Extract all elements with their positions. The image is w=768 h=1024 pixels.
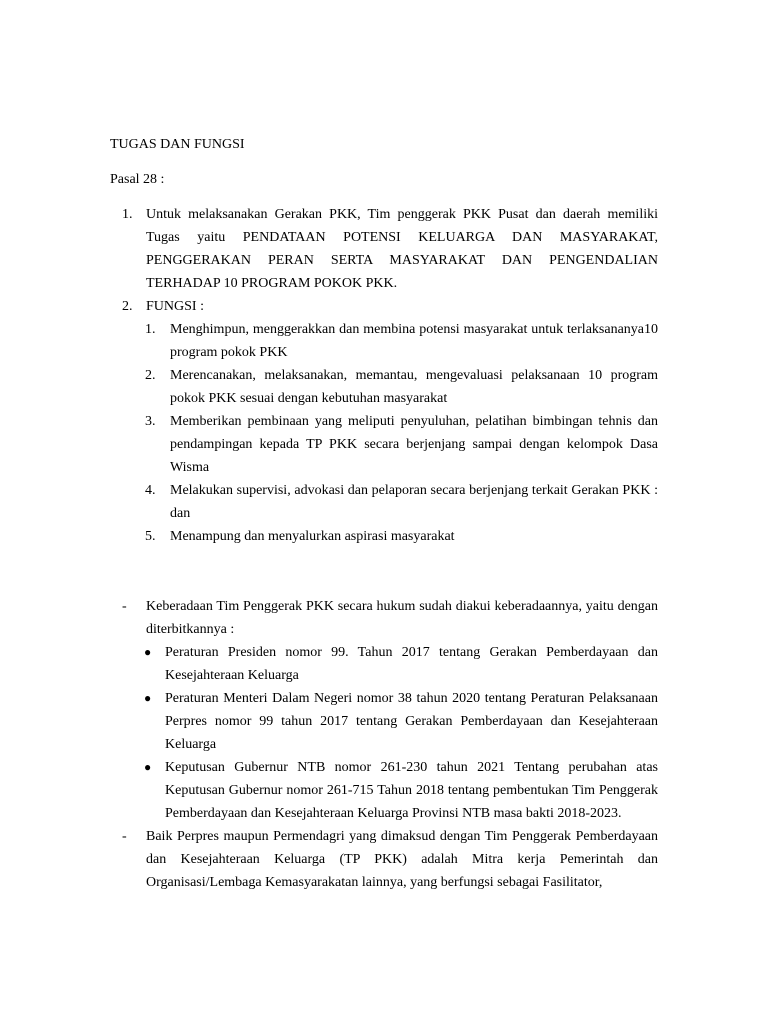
document-page: [110, 133, 658, 894]
bullet-icon: ●: [144, 760, 152, 774]
list-item-text: Menghimpun, menggerakkan dan membina potensi masyarakat untuk terlaksananya10 program pokok PKK: [170, 322, 658, 360]
document-title: TUGAS DAN FUNGSI: [110, 137, 245, 152]
article-number: Pasal 28 :: [110, 172, 165, 187]
fungsi-item-1: [110, 318, 658, 364]
list-marker: 3.: [145, 414, 156, 429]
dash-item-keberadaan: [110, 595, 658, 641]
section-spacer: [110, 548, 658, 595]
dash-marker: -: [122, 829, 127, 844]
bullet-icon: ●: [144, 691, 152, 705]
dash-marker: -: [122, 599, 127, 614]
list-marker: 1.: [145, 322, 156, 337]
list-item-text: Keberadaan Tim Penggerak PKK secara hukum sudah diakui keberadaannya, yaitu dengan diterbitkannya :: [146, 599, 658, 637]
list-item-text: Peraturan Menteri Dalam Negeri nomor 38 tahun 2020 tentang Peraturan Pelaksanaan Perpres nomor 99 tahun 2017 tentang Gerakan Pemberdayaan dan Kesejahteraan Keluarga: [165, 691, 658, 752]
list-item-text: Menampung dan menyalurkan aspirasi masyarakat: [170, 529, 455, 544]
list-marker: 2.: [122, 299, 133, 314]
list-marker: 4.: [145, 483, 156, 498]
dash-item-perpres: [110, 825, 658, 894]
bullet-item-2: [110, 687, 658, 756]
list-item-tugas: [110, 203, 658, 295]
fungsi-item-2: [110, 364, 658, 410]
list-item-text: Untuk melaksanakan Gerakan PKK, Tim penggerak PKK Pusat dan daerah memiliki Tugas yaitu PENDATAAN POTENSI KELUARGA DAN MASYARAKAT, PENGGERAKAN PERAN SERTA MASYARAKAT DAN PENGENDALIAN TERHADAP 10 PROGRAM POKOK PKK.: [146, 207, 658, 291]
list-marker: 5.: [145, 529, 156, 544]
list-marker: 1.: [122, 207, 133, 222]
list-item-text: Merencanakan, melaksanakan, memantau, mengevaluasi pelaksanaan 10 program pokok PKK sesuai dengan kebutuhan masyarakat: [170, 368, 658, 406]
fungsi-item-3: [110, 410, 658, 479]
list-item-fungsi: [110, 295, 658, 318]
fungsi-item-4: [110, 479, 658, 525]
list-item-text: Memberikan pembinaan yang meliputi penyuluhan, pelatihan bimbingan tehnis dan pendampingan kepada TP PKK secara berjenjang sampai dengan kelompok Dasa Wisma: [170, 414, 658, 475]
fungsi-item-5: [110, 525, 658, 548]
bullet-icon: ●: [144, 645, 152, 659]
list-marker: 2.: [145, 368, 156, 383]
list-item-text: Keputusan Gubernur NTB nomor 261-230 tahun 2021 Tentang perubahan atas Keputusan Gubernur nomor 261-715 Tahun 2018 tentang pembentukan Tim Penggerak Pemberdayaan dan Kesejahteraan Keluarga Provinsi NTB masa bakti 2018-2023.: [165, 760, 658, 821]
list-item-text: Melakukan supervisi, advokasi dan pelaporan secara berjenjang terkait Gerakan PKK : dan: [170, 483, 658, 521]
bullet-item-1: [110, 641, 658, 687]
list-item-text: Baik Perpres maupun Permendagri yang dimaksud dengan Tim Penggerak Pemberdayaan dan Kesejahteraan Keluarga (TP PKK) adalah Mitra kerja Pemerintah dan Organisasi/Lembaga Kemasyarakatan lainnya, yang berfungsi sebagai Fasilitator,: [146, 829, 658, 890]
bullet-item-3: [110, 756, 658, 825]
list-item-text: FUNGSI :: [146, 299, 204, 314]
list-item-text: Peraturan Presiden nomor 99. Tahun 2017 tentang Gerakan Pemberdayaan dan Kesejahteraan Keluarga: [165, 645, 658, 683]
